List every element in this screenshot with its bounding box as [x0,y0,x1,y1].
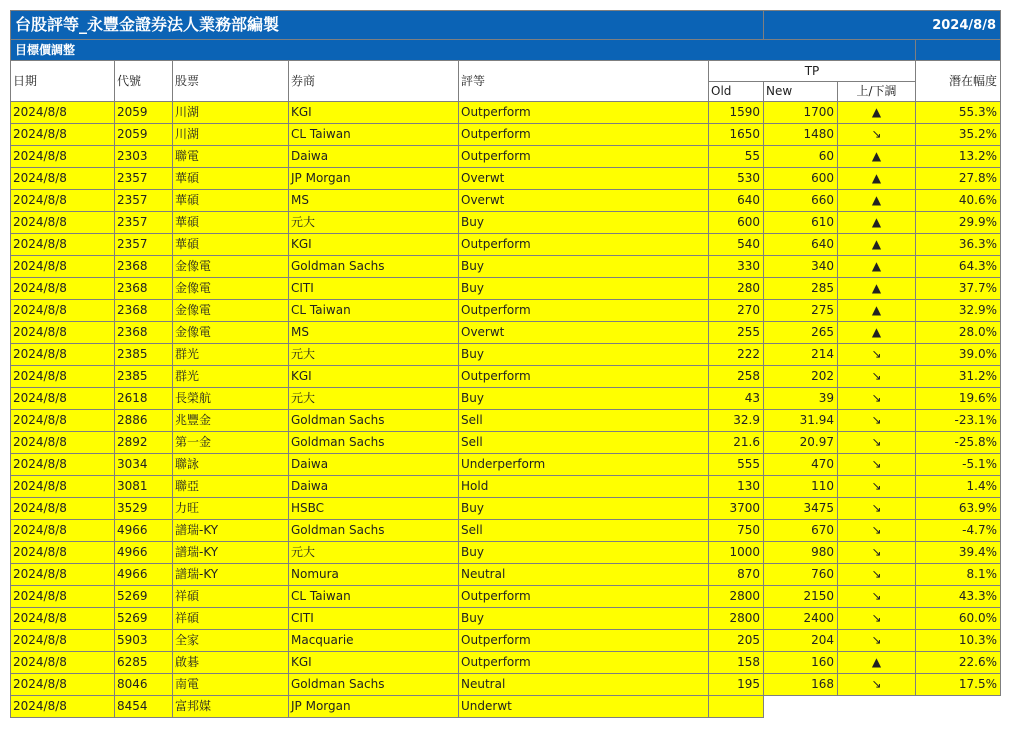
cell-code: 3529 [115,498,173,520]
table-row [11,454,1001,476]
cell-upside: 40.6% [916,190,1001,212]
table-row [11,212,1001,234]
cell-broker: 元大 [289,212,459,234]
cell-broker: 元大 [289,542,459,564]
cell-code: 2618 [115,388,173,410]
cell-direction: ↘ [838,410,916,432]
cell-direction: ▲ [838,168,916,190]
cell-direction: ▲ [838,278,916,300]
cell-stock: 兆豐金 [173,410,289,432]
cell-code: 8046 [115,674,173,696]
cell-rating: Outperform [459,366,709,388]
cell-upside: 60.0% [916,608,1001,630]
cell-rating: Buy [459,388,709,410]
cell-code: 2892 [115,432,173,454]
table-row [11,168,1001,190]
cell-tp-old: 2800 [709,586,764,608]
cell-stock: 華碩 [173,212,289,234]
cell-direction: ↘ [838,432,916,454]
cell-upside: 1.4% [916,476,1001,498]
cell-tp-old [709,696,764,718]
cell-stock: 南電 [173,674,289,696]
cell-upside: 13.2% [916,146,1001,168]
cell-date: 2024/8/8 [11,652,115,674]
cell-tp-old: 1590 [709,102,764,124]
cell-direction: ↘ [838,630,916,652]
cell-direction: ↘ [838,366,916,388]
cell-direction: ↘ [838,498,916,520]
header-rating: 評等 [459,61,709,102]
cell-direction: ↘ [838,344,916,366]
cell-tp-old: 280 [709,278,764,300]
cell-direction: ↘ [838,124,916,146]
cell-broker: Goldman Sachs [289,410,459,432]
cell-broker: CL Taiwan [289,586,459,608]
cell-stock: 華碩 [173,168,289,190]
cell-broker: KGI [289,102,459,124]
cell-broker: Goldman Sachs [289,432,459,454]
table-row [11,234,1001,256]
report-date: 2024/8/8 [764,11,1001,40]
cell-tp-new: 168 [764,674,838,696]
cell-upside: 10.3% [916,630,1001,652]
cell-broker: Nomura [289,564,459,586]
cell-code: 5269 [115,586,173,608]
cell-rating: Buy [459,344,709,366]
cell-direction: ↘ [838,520,916,542]
cell-upside: 29.9% [916,212,1001,234]
cell-code: 3034 [115,454,173,476]
cell-tp-old: 1000 [709,542,764,564]
cell-tp-new: 640 [764,234,838,256]
cell-direction: ▲ [838,256,916,278]
cell-code: 4966 [115,542,173,564]
cell-stock: 金像電 [173,300,289,322]
cell-upside: 39.0% [916,344,1001,366]
cell-direction: ▲ [838,234,916,256]
cell-rating: Outperform [459,234,709,256]
cell-broker: CITI [289,608,459,630]
cell-date: 2024/8/8 [11,410,115,432]
cell-stock: 譜瑞-KY [173,564,289,586]
table-row [11,388,1001,410]
cell-date: 2024/8/8 [11,278,115,300]
table-row [11,190,1001,212]
header-date: 日期 [11,61,115,102]
cell-rating: Neutral [459,564,709,586]
cell-broker: Daiwa [289,476,459,498]
cell-tp-old: 32.9 [709,410,764,432]
cell-tp-old: 540 [709,234,764,256]
cell-stock: 聯詠 [173,454,289,476]
cell-broker: MS [289,322,459,344]
cell-direction: ↘ [838,388,916,410]
cell-tp-old: 158 [709,652,764,674]
cell-date: 2024/8/8 [11,498,115,520]
cell-direction: ▲ [838,190,916,212]
cell-rating: Sell [459,520,709,542]
cell-tp-new: 39 [764,388,838,410]
cell-code: 5269 [115,608,173,630]
cell-rating: Overwt [459,190,709,212]
cell-direction: ↘ [838,542,916,564]
cell-date: 2024/8/8 [11,300,115,322]
cell-tp-old: 640 [709,190,764,212]
cell-tp-old: 43 [709,388,764,410]
cell-code: 2303 [115,146,173,168]
cell-date: 2024/8/8 [11,608,115,630]
cell-rating: Outperform [459,124,709,146]
header-code: 代號 [115,61,173,102]
cell-code: 2385 [115,366,173,388]
cell-tp-new: 31.94 [764,410,838,432]
cell-stock: 長榮航 [173,388,289,410]
cell-tp-new: 2400 [764,608,838,630]
cell-date: 2024/8/8 [11,564,115,586]
cell-rating: Neutral [459,674,709,696]
section-subtitle-fill [916,40,1001,61]
header-broker: 券商 [289,61,459,102]
cell-date: 2024/8/8 [11,388,115,410]
cell-stock: 金像電 [173,278,289,300]
cell-broker: KGI [289,366,459,388]
cell-tp-new: 20.97 [764,432,838,454]
cell-stock: 川湖 [173,124,289,146]
cell-code: 2368 [115,300,173,322]
cell-broker: MS [289,190,459,212]
cell-code: 5903 [115,630,173,652]
table-row [11,344,1001,366]
cell-stock: 第一金 [173,432,289,454]
cell-direction: ↘ [838,674,916,696]
cell-tp-new: 340 [764,256,838,278]
cell-rating: Overwt [459,168,709,190]
cell-tp-old: 600 [709,212,764,234]
cell-upside: -23.1% [916,410,1001,432]
cell-rating: Outperform [459,300,709,322]
cell-tp-new: 660 [764,190,838,212]
cell-date: 2024/8/8 [11,322,115,344]
table-row [11,124,1001,146]
table-row [11,586,1001,608]
cell-date: 2024/8/8 [11,256,115,278]
cell-rating: Buy [459,498,709,520]
cell-tp-old: 870 [709,564,764,586]
table-row [11,608,1001,630]
cell-broker: 元大 [289,344,459,366]
cell-code: 2357 [115,168,173,190]
cell-upside: 63.9% [916,498,1001,520]
cell-tp-old: 130 [709,476,764,498]
cell-tp-old: 255 [709,322,764,344]
cell-rating: Underperform [459,454,709,476]
cell-date: 2024/8/8 [11,520,115,542]
cell-broker: JP Morgan [289,696,459,718]
table-row [11,102,1001,124]
cell-tp-new: 110 [764,476,838,498]
cell-broker: HSBC [289,498,459,520]
cell-rating: Sell [459,410,709,432]
cell-upside: 36.3% [916,234,1001,256]
header-tp: TP [709,61,916,82]
cell-broker: Goldman Sachs [289,674,459,696]
cell-tp-old: 222 [709,344,764,366]
cell-tp-new: 610 [764,212,838,234]
cell-stock: 全家 [173,630,289,652]
cell-stock: 聯電 [173,146,289,168]
cell-upside: 35.2% [916,124,1001,146]
cell-rating: Buy [459,278,709,300]
cell-stock: 力旺 [173,498,289,520]
cell-stock: 聯亞 [173,476,289,498]
cell-rating: Sell [459,432,709,454]
cell-date: 2024/8/8 [11,102,115,124]
header-stock: 股票 [173,61,289,102]
cell-tp-old: 555 [709,454,764,476]
cell-tp-old: 55 [709,146,764,168]
cell-tp-old: 205 [709,630,764,652]
cell-direction [838,696,916,718]
cell-tp-new: 1700 [764,102,838,124]
cell-broker: JP Morgan [289,168,459,190]
cell-date: 2024/8/8 [11,234,115,256]
cell-upside: 17.5% [916,674,1001,696]
cell-code: 2368 [115,256,173,278]
cell-tp-new: 214 [764,344,838,366]
cell-date: 2024/8/8 [11,344,115,366]
cell-tp-old: 2800 [709,608,764,630]
cell-code: 2368 [115,278,173,300]
cell-rating: Outperform [459,586,709,608]
cell-rating: Outperform [459,146,709,168]
cell-code: 4966 [115,520,173,542]
cell-tp-new: 265 [764,322,838,344]
cell-upside: -5.1% [916,454,1001,476]
cell-broker: KGI [289,652,459,674]
table-row [11,432,1001,454]
table-row [11,498,1001,520]
section-subtitle: 目標價調整 [11,40,916,61]
cell-tp-old: 195 [709,674,764,696]
cell-upside: 28.0% [916,322,1001,344]
cell-tp-new: 760 [764,564,838,586]
cell-code: 2385 [115,344,173,366]
cell-broker: CL Taiwan [289,124,459,146]
cell-rating: Buy [459,212,709,234]
cell-broker: Goldman Sachs [289,256,459,278]
cell-tp-new: 3475 [764,498,838,520]
cell-tp-old: 270 [709,300,764,322]
cell-tp-new: 980 [764,542,838,564]
cell-stock: 金像電 [173,256,289,278]
cell-direction: ▲ [838,212,916,234]
cell-rating: Outperform [459,652,709,674]
cell-stock: 華碩 [173,190,289,212]
cell-tp-new: 600 [764,168,838,190]
cell-upside: 27.8% [916,168,1001,190]
table-row [11,674,1001,696]
table-row [11,696,1001,718]
cell-upside: -4.7% [916,520,1001,542]
cell-upside: 31.2% [916,366,1001,388]
cell-broker: CL Taiwan [289,300,459,322]
cell-rating: Underwt [459,696,709,718]
cell-upside: 32.9% [916,300,1001,322]
cell-tp-new: 204 [764,630,838,652]
cell-upside: 55.3% [916,102,1001,124]
cell-tp-old: 750 [709,520,764,542]
cell-tp-old: 330 [709,256,764,278]
cell-broker: Daiwa [289,454,459,476]
cell-code: 6285 [115,652,173,674]
cell-stock: 譜瑞-KY [173,542,289,564]
cell-upside: 39.4% [916,542,1001,564]
cell-stock: 群光 [173,344,289,366]
cell-stock: 金像電 [173,322,289,344]
table-row [11,630,1001,652]
cell-code: 2357 [115,190,173,212]
cell-code: 2368 [115,322,173,344]
report-sheet [10,10,1001,718]
cell-date: 2024/8/8 [11,454,115,476]
cell-tp-old: 3700 [709,498,764,520]
cell-direction: ↘ [838,608,916,630]
cell-date: 2024/8/8 [11,476,115,498]
cell-date: 2024/8/8 [11,542,115,564]
cell-tp-new [764,696,838,718]
cell-code: 3081 [115,476,173,498]
cell-date: 2024/8/8 [11,168,115,190]
table-row [11,256,1001,278]
cell-stock: 群光 [173,366,289,388]
cell-broker: Daiwa [289,146,459,168]
cell-tp-new: 202 [764,366,838,388]
cell-direction: ▲ [838,146,916,168]
report-title: 台股評等_永豐金證券法人業務部編製 [11,11,764,40]
header-old: Old [709,82,764,102]
cell-date: 2024/8/8 [11,190,115,212]
rating-table [10,10,1001,718]
table-row [11,542,1001,564]
cell-upside [916,696,1001,718]
cell-stock: 啟碁 [173,652,289,674]
cell-tp-new: 1480 [764,124,838,146]
cell-rating: Buy [459,608,709,630]
cell-code: 2357 [115,212,173,234]
cell-stock: 華碩 [173,234,289,256]
cell-rating: Hold [459,476,709,498]
cell-tp-old: 21.6 [709,432,764,454]
cell-tp-new: 285 [764,278,838,300]
cell-rating: Buy [459,542,709,564]
cell-stock: 祥碩 [173,608,289,630]
cell-upside: 22.6% [916,652,1001,674]
cell-tp-new: 275 [764,300,838,322]
cell-tp-old: 258 [709,366,764,388]
cell-tp-old: 530 [709,168,764,190]
table-row [11,652,1001,674]
table-row [11,300,1001,322]
cell-code: 2059 [115,102,173,124]
cell-broker: KGI [289,234,459,256]
cell-date: 2024/8/8 [11,586,115,608]
cell-stock: 富邦媒 [173,696,289,718]
cell-code: 2059 [115,124,173,146]
cell-tp-new: 670 [764,520,838,542]
cell-upside: 64.3% [916,256,1001,278]
cell-tp-new: 160 [764,652,838,674]
cell-direction: ▲ [838,652,916,674]
cell-upside: 37.7% [916,278,1001,300]
cell-date: 2024/8/8 [11,432,115,454]
cell-date: 2024/8/8 [11,674,115,696]
header-new: New [764,82,838,102]
cell-rating: Buy [459,256,709,278]
cell-direction: ↘ [838,476,916,498]
cell-direction: ↘ [838,454,916,476]
cell-rating: Outperform [459,102,709,124]
cell-direction: ▲ [838,102,916,124]
cell-rating: Outperform [459,630,709,652]
cell-code: 2357 [115,234,173,256]
table-row [11,278,1001,300]
table-row [11,366,1001,388]
cell-code: 4966 [115,564,173,586]
cell-date: 2024/8/8 [11,124,115,146]
header-upside: 潛在幅度 [916,61,1001,102]
cell-upside: 43.3% [916,586,1001,608]
cell-stock: 祥碩 [173,586,289,608]
cell-date: 2024/8/8 [11,366,115,388]
table-row [11,146,1001,168]
cell-broker: 元大 [289,388,459,410]
header-updown: 上/下調 [838,82,916,102]
cell-direction: ↘ [838,586,916,608]
table-row [11,322,1001,344]
cell-upside: -25.8% [916,432,1001,454]
cell-broker: Macquarie [289,630,459,652]
cell-stock: 川湖 [173,102,289,124]
cell-tp-new: 60 [764,146,838,168]
cell-date: 2024/8/8 [11,630,115,652]
table-row [11,476,1001,498]
cell-broker: Goldman Sachs [289,520,459,542]
cell-tp-new: 2150 [764,586,838,608]
cell-date: 2024/8/8 [11,212,115,234]
cell-code: 2886 [115,410,173,432]
cell-stock: 譜瑞-KY [173,520,289,542]
table-row [11,520,1001,542]
cell-tp-new: 470 [764,454,838,476]
cell-date: 2024/8/8 [11,696,115,718]
cell-tp-old: 1650 [709,124,764,146]
cell-date: 2024/8/8 [11,146,115,168]
table-row [11,564,1001,586]
table-row [11,410,1001,432]
cell-code: 8454 [115,696,173,718]
cell-direction: ↘ [838,564,916,586]
cell-rating: Overwt [459,322,709,344]
cell-upside: 8.1% [916,564,1001,586]
cell-upside: 19.6% [916,388,1001,410]
cell-direction: ▲ [838,322,916,344]
cell-direction: ▲ [838,300,916,322]
cell-broker: CITI [289,278,459,300]
